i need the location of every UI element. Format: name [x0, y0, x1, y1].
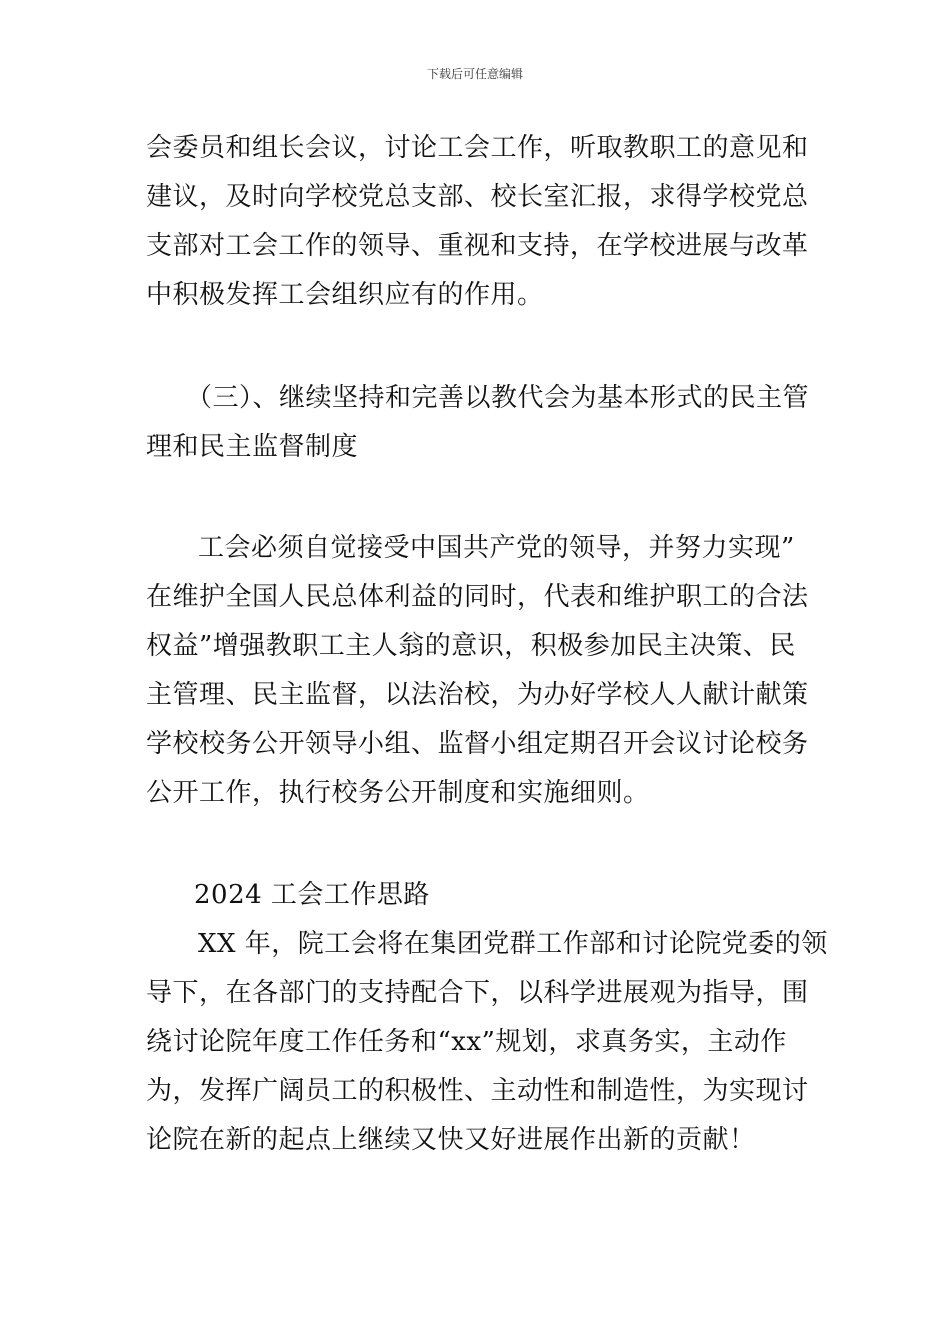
text-line: 支部对工会工作的领导、重视和支持，在学校进展与改革 [146, 231, 809, 261]
text-line: 权益”增强教职工主人翁的意识，积极参加民主决策、民 [146, 631, 796, 661]
text-line: 为，发挥广阔员工的积极性、主动性和制造性，为实现讨 [146, 1076, 809, 1106]
text-line: 2024 工会工作思路 [194, 880, 430, 910]
paragraph-work-plan [146, 920, 828, 1165]
text-line: 学校校务公开领导小组、监督小组定期召开会议讨论校务 [146, 729, 809, 759]
text-line: （三）、继续坚持和完善以教代会为基本形式的民主管 [186, 383, 810, 413]
text-line: 主管理、民主监督，以法治校，为办好学校人人献计献策 [146, 680, 809, 710]
header-note: 下载后可任意编辑 [426, 67, 523, 81]
text-line: 在维护全国人民总体利益的同时，代表和维护职工的合法 [146, 582, 809, 612]
text-line: 论院在新的起点上继续又快又好进展作出新的贡献！ [146, 1125, 756, 1155]
text-line: 导下，在各部门的支持配合下，以科学进展观为指导，围 [146, 978, 809, 1008]
text-line: 绕讨论院年度工作任务和“xx”规划，求真务实，主动作 [146, 1027, 787, 1057]
paragraph-democratic-management [146, 524, 818, 818]
paragraph-committee-meetings [146, 124, 818, 320]
text-line: 理和民主监督制度 [146, 432, 359, 462]
text-line: 建议，及时向学校党总支部、校长室汇报，求得学校党总 [146, 182, 809, 212]
section-heading-three [146, 374, 818, 472]
text-line: XX 年，院工会将在集团党群工作部和讨论院党委的领 [198, 929, 828, 959]
text-line: 会委员和组长会议，讨论工会工作，听取教职工的意见和 [146, 133, 809, 163]
text-line: 工会必须自觉接受中国共产党的领导，并努力实现” [198, 533, 795, 563]
section-title-2024 [146, 871, 818, 920]
text-line: 公开工作，执行校务公开制度和实施细则。 [146, 778, 650, 808]
text-line: 中积极发挥工会组织应有的作用。 [146, 280, 544, 310]
